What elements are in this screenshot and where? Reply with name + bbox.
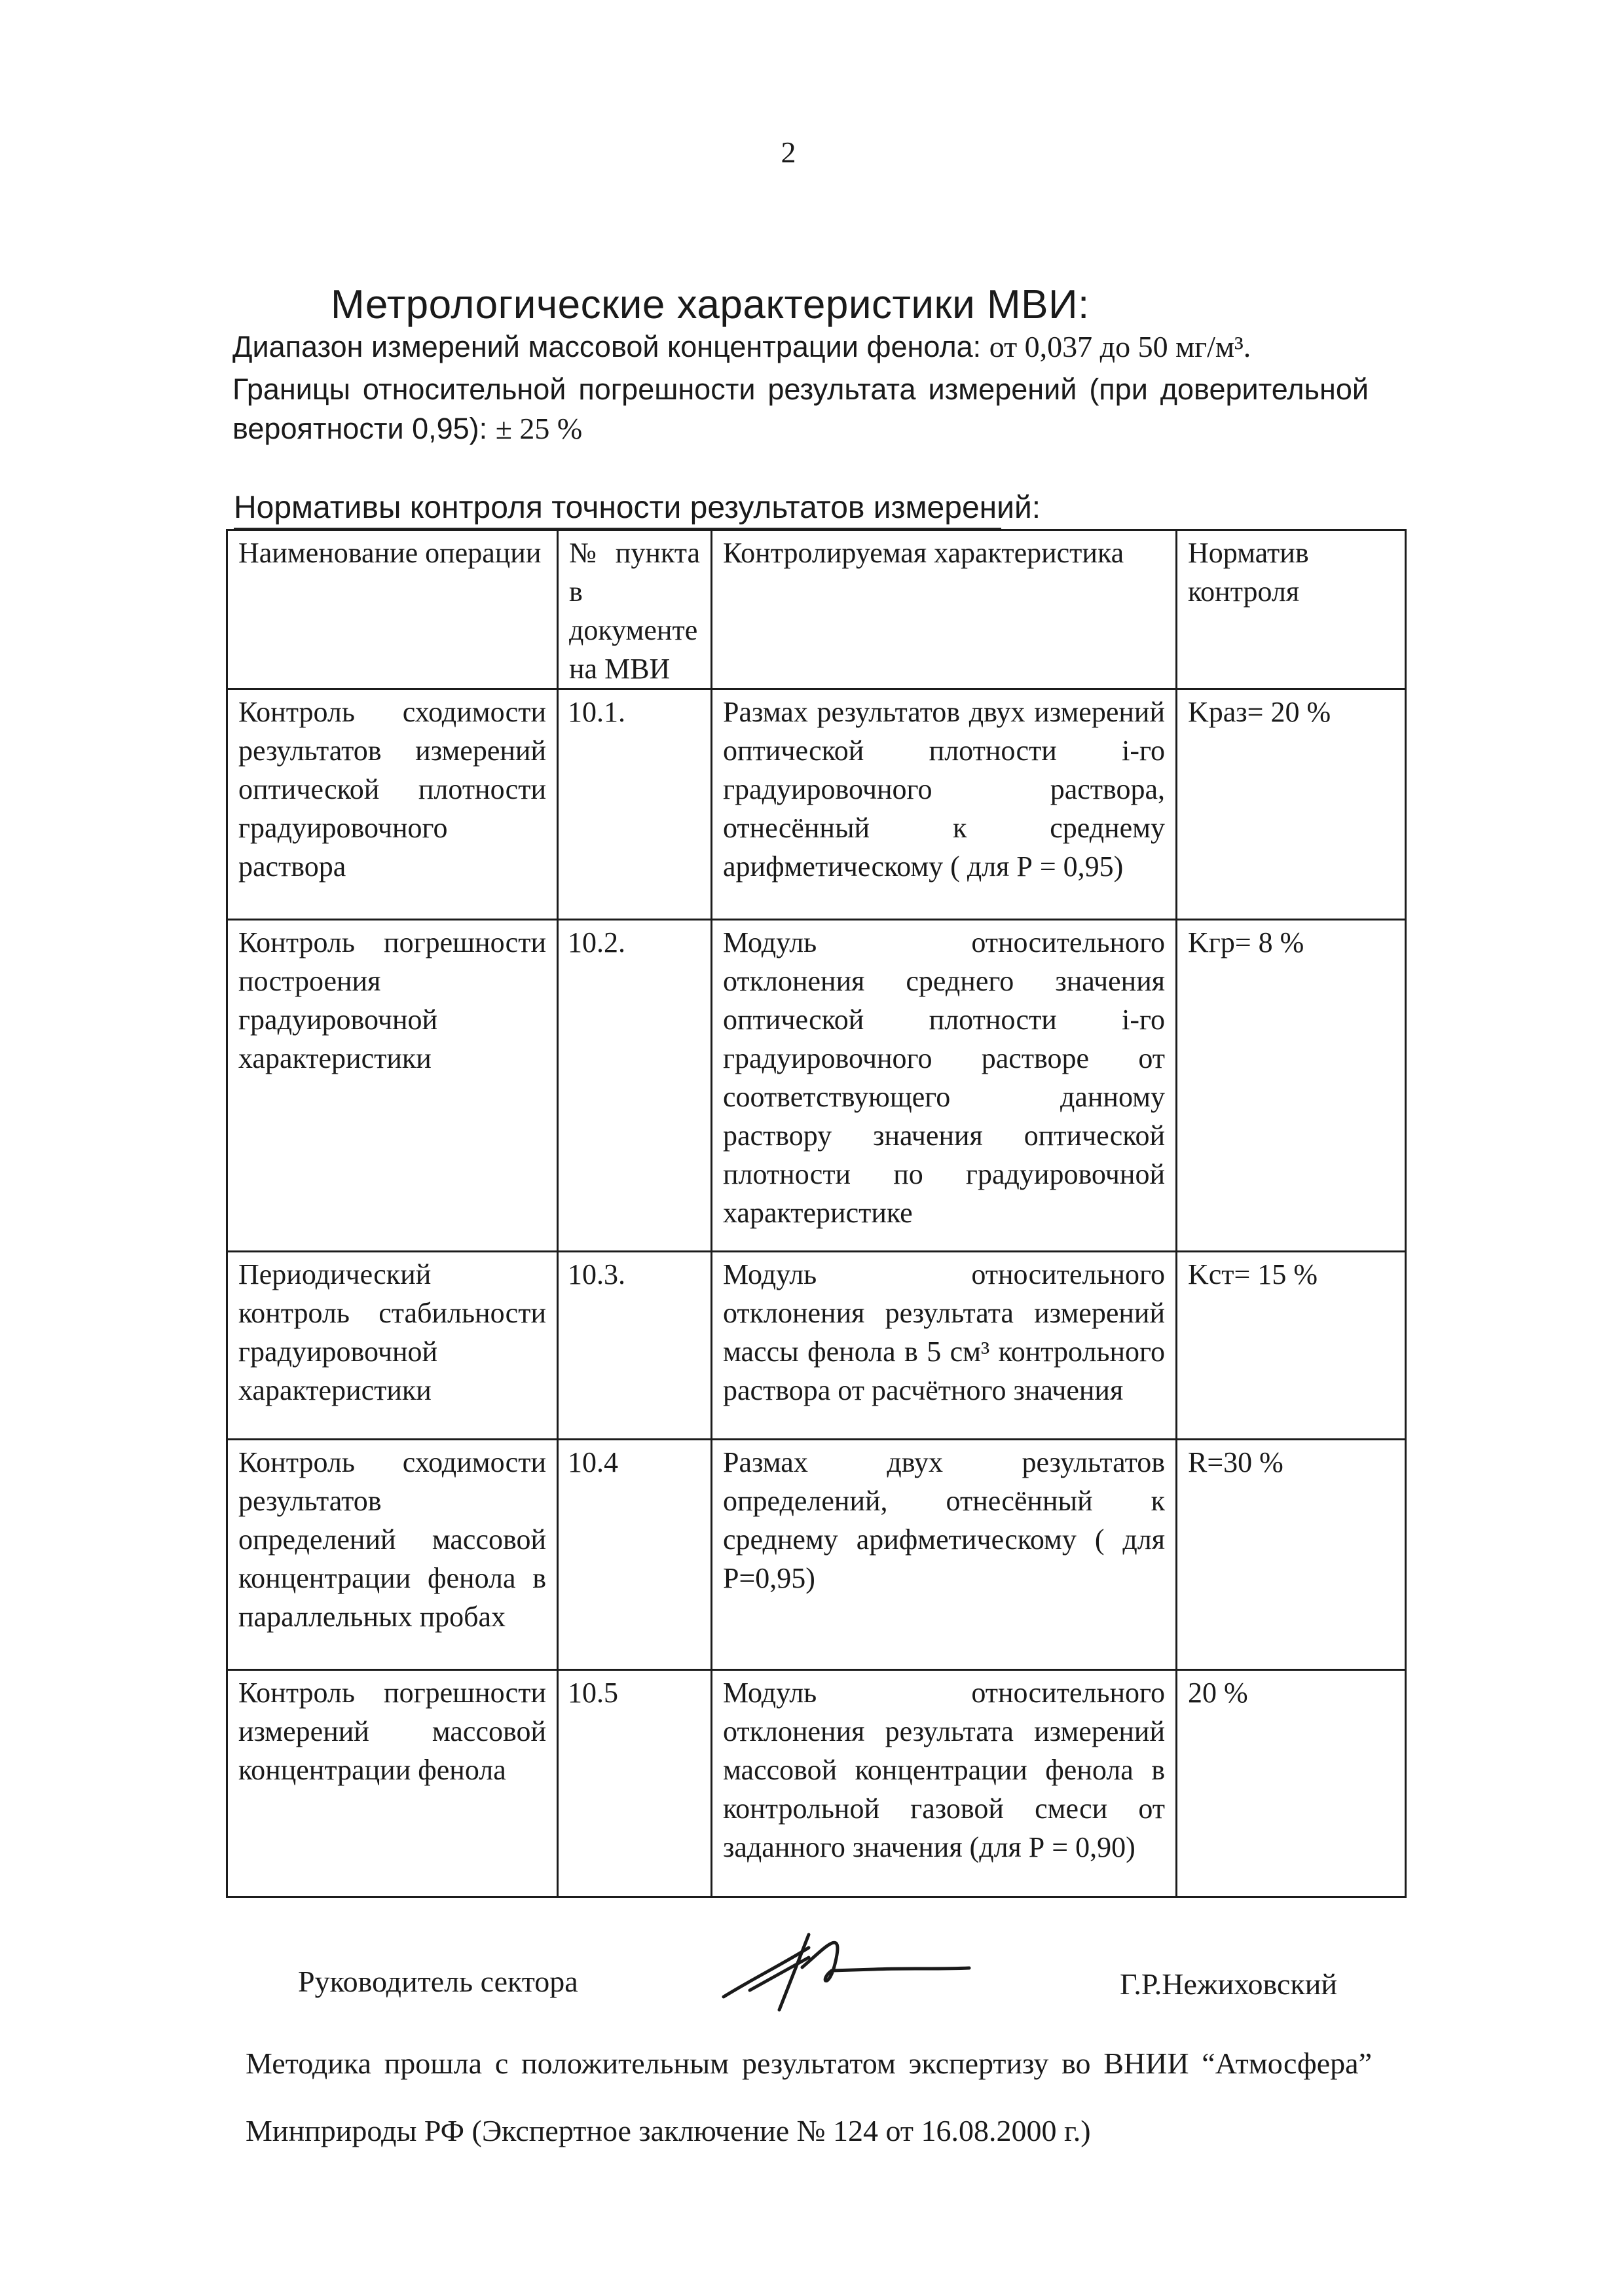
cell-norm: Kст= 15 % [1177, 1252, 1406, 1440]
cell-point: 10.5 [558, 1670, 712, 1897]
cell-characteristic: Размах двух результатов определений, отнесённый к среднему арифметическому ( для Р=0,95) [712, 1440, 1177, 1670]
table-title: Нормативы контроля точности результатов измерений: [234, 490, 1041, 525]
measurement-range-value: от 0,037 до 50 мг/м³. [989, 330, 1251, 363]
expertise-note: Методика прошла с положительным результатом экспертизу во ВНИИ “Атмосфера” Минприроды РФ (Экспертное заключение № 124 от 16.08.2000 г.) [246, 2047, 1372, 2147]
table-header-row [227, 530, 1406, 689]
cell-norm: 20 % [1177, 1670, 1406, 1897]
measurement-range-label: Диапазон измерений массовой концентрации фенола: [232, 330, 982, 363]
cell-point: 10.3. [558, 1252, 712, 1440]
cell-characteristic: Модуль относительного отклонения результата измерений массы фенола в 5 см³ контрольного раствора от расчётного значения [712, 1252, 1177, 1440]
header-point: № пункта в документе на МВИ [558, 530, 712, 689]
cell-norm: Kгр= 8 % [1177, 920, 1406, 1252]
section-heading: Метрологические характеристики МВИ: [331, 282, 1090, 327]
cell-operation: Контроль погрешности измерений массовой концентрации фенола [227, 1670, 558, 1897]
error-bounds [232, 370, 1369, 448]
cell-operation: Контроль сходимости результатов измерений оптической плотности градуировочного раствора [227, 689, 558, 920]
handwritten-signature [710, 1918, 979, 2023]
cell-characteristic: Модуль относительного отклонения результата измерений массовой концентрации фенола в контрольной газовой смеси от заданного значения (для Р = 0,90) [712, 1670, 1177, 1897]
table-row [227, 1440, 1406, 1670]
cell-point: 10.2. [558, 920, 712, 1252]
cell-operation: Периодический контроль стабильности градуировочной характеристики [227, 1252, 558, 1440]
signer-title: Руководитель сектора [298, 1965, 578, 1998]
cell-point: 10.4 [558, 1440, 712, 1670]
error-bounds-label: Границы относительной погрешности результата измерений (при доверительной вероятности 0,95): [232, 373, 1369, 445]
control-norms-table [226, 529, 1407, 1898]
signer-name: Г.Р.Нежиховский [1120, 1967, 1337, 2001]
header-operation: Наименование операции [227, 530, 558, 689]
cell-norm: Kраз= 20 % [1177, 689, 1406, 920]
measurement-range [232, 327, 1369, 367]
cell-operation: Контроль погрешности построения градуировочной характеристики [227, 920, 558, 1252]
cell-characteristic: Размах результатов двух измерений оптической плотности i-го градуировочного раствора, отнесённый к среднему арифметическому ( для Р = 0,95) [712, 689, 1177, 920]
header-norm: Норматив контроля [1177, 530, 1406, 689]
cell-characteristic: Модуль относительного отклонения среднего значения оптической плотности i-го градуировочного растворе от соответствующего данному раствору значения оптической плотности по градуировочной характеристике [712, 920, 1177, 1252]
cell-norm: R=30 % [1177, 1440, 1406, 1670]
cell-operation: Контроль сходимости результатов определений массовой концентрации фенола в параллельных пробах [227, 1440, 558, 1670]
table-row [227, 689, 1406, 920]
table-row [227, 1670, 1406, 1897]
error-bounds-value: ± 25 % [495, 412, 583, 445]
page-number: 2 [781, 136, 796, 169]
table-row [227, 1252, 1406, 1440]
cell-point: 10.1. [558, 689, 712, 920]
header-characteristic: Контролируемая характеристика [712, 530, 1177, 689]
table-row [227, 920, 1406, 1252]
